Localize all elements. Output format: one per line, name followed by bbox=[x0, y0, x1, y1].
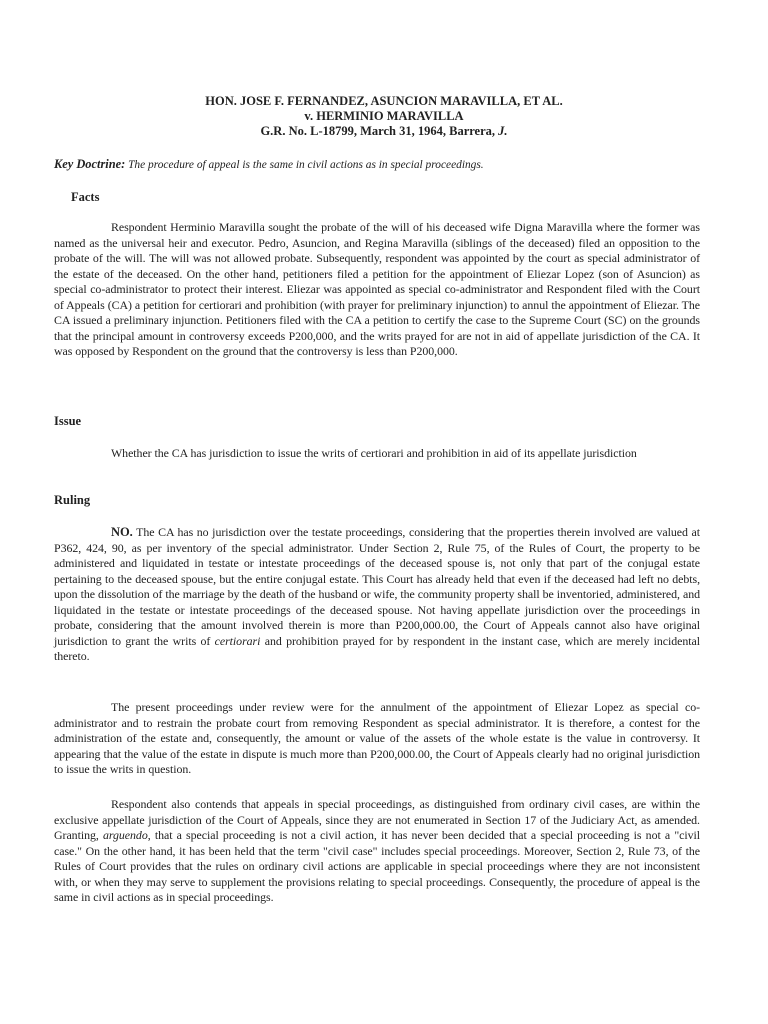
case-title bbox=[0, 94, 768, 139]
case-title-parties: HON. JOSE F. FERNANDEZ, ASUNCION MARAVILLA, ET AL. bbox=[205, 94, 563, 108]
ruling-p1-italic: certiorari bbox=[214, 633, 261, 648]
key-doctrine-label: Key Doctrine: bbox=[54, 157, 126, 171]
ruling-p3-text-b: , that a special proceeding is not a civil action, it has never been decided that a special proceeding is not a "civil case." On the other hand, it has been held that the term "civil case" includes special proceedings. Moreover, Section 2, Rule 73, of the Rules of Court provides that the rules on ordinary civil actions are applicable in special proceedings where they are not inconsistent with, or when they may serve to supplement the provisions relating to special proceedings. Consequently, the procedure of appeal is the same in civil actions as in special proceedings. bbox=[54, 828, 701, 905]
facts-heading: Facts bbox=[71, 190, 100, 204]
key-doctrine bbox=[54, 157, 714, 173]
ruling-p3-italic: arguendo bbox=[102, 828, 148, 843]
key-doctrine-text: The procedure of appeal is the same in civil actions as in special proceedings. bbox=[125, 159, 484, 171]
issue-paragraph: Whether the CA has jurisdiction to issue the writs of certiorari and prohibition in aid of its appellate jurisdiction bbox=[111, 446, 637, 460]
facts-paragraph: Respondent Herminio Maravilla sought the probate of the will of his deceased wife Digna Maravilla where the former was named as the universal heir and executor. Pedro, Asuncion, and Regina Maravilla (siblings of the deceased) filed an opposition to the probate of the will. The will was not allowed probate. Subsequently, respondent was appointed by the court as special administrator of the estate of the deceased. On the other hand, petitioners filed a petition for the appointment of Eliezar Lopez (son of Asuncion) as special co-administrator to protect their interest. Eliezar was appointed as special co-administrator and Respondent filed with the Court of Appeals (CA) a petition for certiorari and prohibition (with prayer for preliminary injunction) to annul the appointment of Eliezar. The CA issued a preliminary injunction. Petitioners filed with the CA a petition to certify the case to the Supreme Court (SC) on the grounds that the principal amount in controversy exceeds P200,000, and the writs prayed for are not in aid of appellate jurisdiction of the CA. It was opposed by Respondent on the ground that the controversy is less than P200,000. bbox=[54, 220, 700, 359]
ruling-heading: Ruling bbox=[54, 493, 91, 507]
case-citation-text: G.R. No. L-18799, March 31, 1964, Barrera, bbox=[260, 124, 499, 138]
ruling-answer: NO. bbox=[111, 525, 133, 539]
case-title-respondent: v. HERMINIO MARAVILLA bbox=[304, 109, 464, 123]
ruling-paragraph-2: The present proceedings under review were for the annulment of the appointment of Eliezar Lopez as special co-administrator and to restrain the probate court from removing Respondent as special administrator. It is therefore, a contest for the administration of the estate and, consequently, the amount or value of the assets of the whole estate is the value in controversy. It appearing that the value of the estate in dispute is much more than P200,000.00, the Court of Appeals clearly had no original jurisdiction to issue the writs in question. bbox=[54, 700, 700, 777]
case-citation-justice: J. bbox=[498, 124, 508, 138]
ruling-p1-text-b: and prohibition prayed for by respondent in the instant case, which are merely incidental thereto. bbox=[54, 633, 700, 664]
ruling-p3-text-a: Respondent also contends that appeals in special proceedings, as distinguished from ordinary civil cases, are within the exclusive appellate jurisdiction of the Court of Appeals, since they are not enumerated in Section 17 of the Judiciary Act, as amended. Granting, bbox=[54, 797, 700, 843]
issue-heading: Issue bbox=[54, 414, 82, 428]
ruling-paragraph-3 bbox=[54, 797, 700, 906]
ruling-paragraph-1 bbox=[54, 525, 700, 665]
ruling-p1-text-a: The CA has no jurisdiction over the testate proceedings, considering that the properties therein involved are valued at P362, 424, 90, as per inventory of the special administrator. Under Section 2, Rule 75, of the Rules of Court, the property to be administered and liquidated in testate or intestate proceedings of the deceased spouse is, not only that part of the conjugal estate pertaining to the deceased spouse, but the entire conjugal estate. This Court has already held that even if the deceased had left no debts, upon the dissolution of the marriage by the death of the husband or wife, the community property shall be inventoried, administered, and liquidated in the testate or intestate proceedings of the deceased spouse. Not having appellate jurisdiction over the proceedings in probate, considering that the amount involved therein is more than P200,000.00, the Court of Appeals cannot also have original jurisdiction to grant the writs of bbox=[54, 525, 700, 648]
case-citation bbox=[0, 124, 768, 139]
